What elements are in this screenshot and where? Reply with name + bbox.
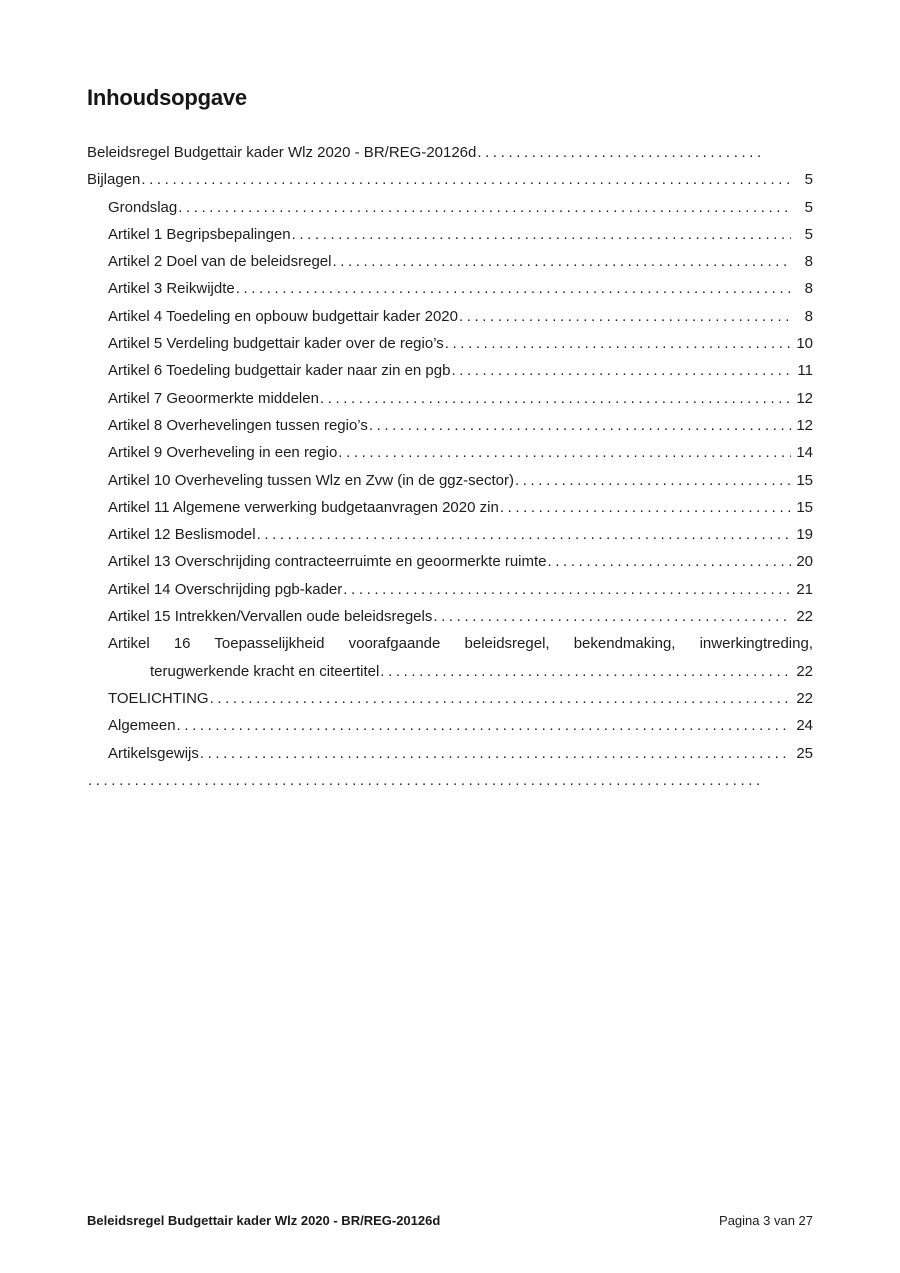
toc-page-number: 12 (796, 389, 813, 407)
toc-dot-leader (368, 412, 791, 439)
toc-entry-label: Beleidsregel Budgettair kader Wlz 2020 - BR/REG-20126d (87, 144, 477, 161)
toc-dot-leader (514, 467, 791, 494)
toc-entry-label: Algemeen (108, 717, 176, 735)
toc-page-number: 5 (804, 225, 813, 243)
toc-page-number: 21 (796, 580, 813, 598)
toc-dot-leader (547, 548, 791, 575)
toc-entry-label: Artikelsgewijs (108, 744, 199, 762)
toc-dot-leader (235, 275, 791, 302)
toc-entry-label: Artikel 9 Overheveling in een regio (108, 444, 338, 462)
toc-dot-leader (458, 303, 791, 330)
toc-entry-label: Artikel 5 Verdeling budgettair kader over de regio’s (108, 335, 444, 353)
toc-entry[interactable] (87, 385, 813, 412)
toc-entry-label: Artikel 11 Algemene verwerking budgetaanvragen 2020 zin (108, 498, 499, 516)
toc-dot-leader (291, 221, 791, 248)
footer-page-indicator: Pagina 3 van 27 (719, 1213, 813, 1228)
toc-entry-label: Artikel 16 Toepasselijkheid voorafgaande beleidsregel, bekendmaking, inwerkingtreding, (108, 635, 813, 653)
toc-entry[interactable] (87, 275, 813, 302)
toc-page-number: 14 (796, 444, 813, 462)
toc-dot-leader (331, 248, 791, 275)
toc-entry[interactable] (87, 330, 813, 357)
toc-page-number: 15 (796, 498, 813, 516)
toc-dot-leader (444, 330, 791, 357)
toc-page-number: 10 (796, 335, 813, 353)
toc-entry[interactable] (87, 221, 813, 248)
toc-entry[interactable] (87, 658, 813, 685)
toc-dot-leader (450, 357, 791, 384)
toc-entry-label: Artikel 10 Overheveling tussen Wlz en Zvw (in de ggz-sector) (108, 471, 514, 489)
toc-entry-label: Artikel 1 Begripsbepalingen (108, 225, 291, 243)
toc-page-number: 12 (796, 416, 813, 434)
toc-page-number: 11 (797, 362, 813, 380)
toc-entry-label: Artikel 14 Overschrijding pgb-kader (108, 580, 343, 598)
toc-page-number: 22 (796, 608, 813, 626)
page-footer (87, 1212, 813, 1229)
toc-dot-leader (499, 494, 791, 521)
toc-entry-label: Artikel 7 Geoormerkte middelen (108, 389, 319, 407)
toc-dot-leader (379, 658, 791, 685)
toc-page-number: 5 (804, 198, 813, 216)
toc-dot-leader (342, 576, 791, 603)
toc-dot-leader (337, 439, 791, 466)
toc-entry[interactable] (87, 494, 813, 521)
toc-entry[interactable] (87, 740, 813, 767)
toc-entry[interactable] (87, 412, 813, 439)
toc-entry[interactable] (87, 576, 813, 603)
toc-section (87, 84, 813, 794)
toc-entry[interactable] (87, 548, 813, 575)
toc-entry-label: Bijlagen (87, 171, 141, 189)
page-title: Inhoudsopgave (87, 85, 247, 110)
toc-entry[interactable] (87, 303, 813, 330)
toc-entry-label: Artikel 6 Toedeling budgettair kader naar zin en pgb (108, 362, 451, 380)
toc-entry[interactable] (87, 630, 813, 657)
toc-entry[interactable] (87, 603, 813, 630)
toc-dot-leader (209, 685, 791, 712)
toc-dot-leader (476, 139, 763, 166)
toc-page-number: 8 (804, 307, 813, 325)
toc-dot-leader (87, 767, 763, 794)
toc-entry[interactable] (87, 685, 813, 712)
toc-entry-label: terugwerkende kracht en citeertitel (150, 662, 380, 680)
toc-entry-label: Artikel 4 Toedeling en opbouw budgettair kader 2020 (108, 307, 458, 325)
toc-entry[interactable] (87, 139, 813, 166)
toc-page-number: 5 (804, 171, 813, 189)
toc-entry[interactable] (87, 467, 813, 494)
toc-entry-label: Artikel 12 Beslismodel (108, 526, 256, 544)
toc-page-number: 22 (796, 662, 813, 680)
toc-entry (87, 767, 813, 794)
toc-entry-label: Artikel 15 Intrekken/Vervallen oude beleidsregels (108, 608, 433, 626)
toc-page-number: 22 (796, 689, 813, 707)
toc-page-number: 15 (796, 471, 813, 489)
toc-entry-label: Artikel 13 Overschrijding contracteerruimte en geoormerkte ruimte (108, 553, 547, 571)
toc-entry[interactable] (87, 194, 813, 221)
toc-page-number: 19 (796, 526, 813, 544)
toc-dot-leader (140, 166, 791, 193)
toc-list (87, 139, 813, 794)
toc-entry[interactable] (87, 439, 813, 466)
toc-page-number: 8 (804, 280, 813, 298)
toc-page-number: 25 (796, 744, 813, 762)
toc-entry-label: Artikel 8 Overhevelingen tussen regio’s (108, 416, 368, 434)
toc-entry-label: Artikel 2 Doel van de beleidsregel (108, 253, 332, 271)
toc-dot-leader (199, 740, 791, 767)
toc-page-number: 24 (796, 717, 813, 735)
toc-page-number: 20 (796, 553, 813, 571)
toc-entry[interactable] (87, 248, 813, 275)
toc-entry-label: TOELICHTING (108, 689, 209, 707)
toc-entry[interactable] (87, 357, 813, 384)
toc-entry[interactable] (87, 166, 813, 193)
toc-entry-label: Artikel 3 Reikwijdte (108, 280, 235, 298)
toc-dot-leader (256, 521, 791, 548)
toc-entry[interactable] (87, 712, 813, 739)
toc-entry-label: Grondslag (108, 198, 178, 216)
footer-document-reference: Beleidsregel Budgettair kader Wlz 2020 - BR/REG-20126d (87, 1213, 441, 1228)
toc-dot-leader (432, 603, 791, 630)
toc-dot-leader (177, 194, 791, 221)
toc-page-number: 8 (804, 253, 813, 271)
toc-dot-leader (176, 712, 791, 739)
toc-dot-leader (319, 385, 791, 412)
toc-entry[interactable] (87, 521, 813, 548)
